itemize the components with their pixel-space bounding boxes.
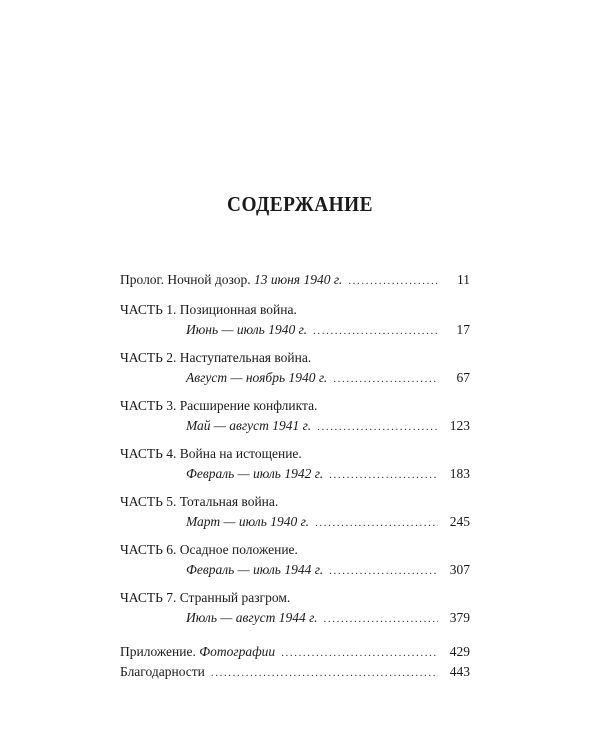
part-title: Тотальная война.: [179, 494, 279, 509]
part-dates: Март — июль 1940 г.: [186, 514, 310, 529]
toc-entry-acknowledgements[interactable]: [120, 662, 470, 682]
toc-entry-prologue[interactable]: [120, 270, 470, 290]
dot-leader: [313, 321, 438, 341]
toc-entry-part-7[interactable]: [120, 588, 470, 628]
dot-leader: [324, 609, 438, 629]
part-title: Странный разгром.: [179, 590, 291, 605]
page-number: 17: [456, 322, 470, 337]
page-number: 183: [449, 466, 470, 481]
dot-leader: [348, 271, 438, 291]
part-label: ЧАСТЬ 3.: [120, 398, 177, 413]
appendix-label: Приложение.: [120, 644, 196, 659]
dot-leader: [211, 663, 438, 683]
table-of-contents: [120, 270, 470, 682]
dot-leader: [315, 513, 438, 533]
dot-leader: [281, 643, 438, 663]
page-number: 443: [449, 664, 470, 679]
part-label: ЧАСТЬ 7.: [120, 590, 177, 605]
page-number: 307: [449, 562, 470, 577]
toc-entry-appendix[interactable]: [120, 642, 470, 662]
toc-entry-part-1[interactable]: [120, 300, 470, 340]
part-title: Расширение конфликта.: [179, 398, 318, 413]
page-number: 67: [456, 370, 470, 385]
appendix-subtitle: Фотографии: [199, 644, 276, 659]
part-title: Позиционная война.: [179, 302, 297, 317]
dot-leader: [317, 417, 438, 437]
toc-entry-part-5[interactable]: [120, 492, 470, 532]
part-title: Наступательная война.: [179, 350, 312, 365]
prologue-date: 13 июня 1940 г.: [253, 272, 343, 287]
part-dates: Июнь — июль 1940 г.: [186, 322, 308, 337]
dot-leader: [329, 561, 438, 581]
acknowledgements-label: Благодарности: [120, 664, 205, 679]
part-dates: Февраль — июль 1942 г.: [186, 466, 324, 481]
prologue-label: Пролог. Ночной дозор.: [120, 272, 251, 287]
part-dates: Июль — август 1944 г.: [186, 610, 318, 625]
page-number: 123: [449, 418, 470, 433]
toc-entry-part-3[interactable]: [120, 396, 470, 436]
part-dates: Май — август 1941 г.: [186, 418, 312, 433]
page-title: СОДЕРЖАНИЕ: [227, 192, 373, 216]
toc-entry-part-6[interactable]: [120, 540, 470, 580]
part-dates: Февраль — июль 1944 г.: [186, 562, 324, 577]
dot-leader: [333, 369, 438, 389]
dot-leader: [329, 465, 438, 485]
page-number: 379: [449, 610, 470, 625]
toc-entry-part-2[interactable]: [120, 348, 470, 388]
toc-entry-part-4[interactable]: [120, 444, 470, 484]
part-label: ЧАСТЬ 1.: [120, 302, 177, 317]
part-dates: Август — ноябрь 1940 г.: [186, 370, 328, 385]
part-label: ЧАСТЬ 6.: [120, 542, 177, 557]
part-title: Война на истощение.: [179, 446, 302, 461]
page-number: 429: [449, 644, 470, 659]
part-label: ЧАСТЬ 5.: [120, 494, 177, 509]
page-number: 11: [457, 272, 470, 287]
page-number: 245: [449, 514, 470, 529]
part-label: ЧАСТЬ 4.: [120, 446, 177, 461]
part-title: Осадное положение.: [179, 542, 298, 557]
part-label: ЧАСТЬ 2.: [120, 350, 177, 365]
